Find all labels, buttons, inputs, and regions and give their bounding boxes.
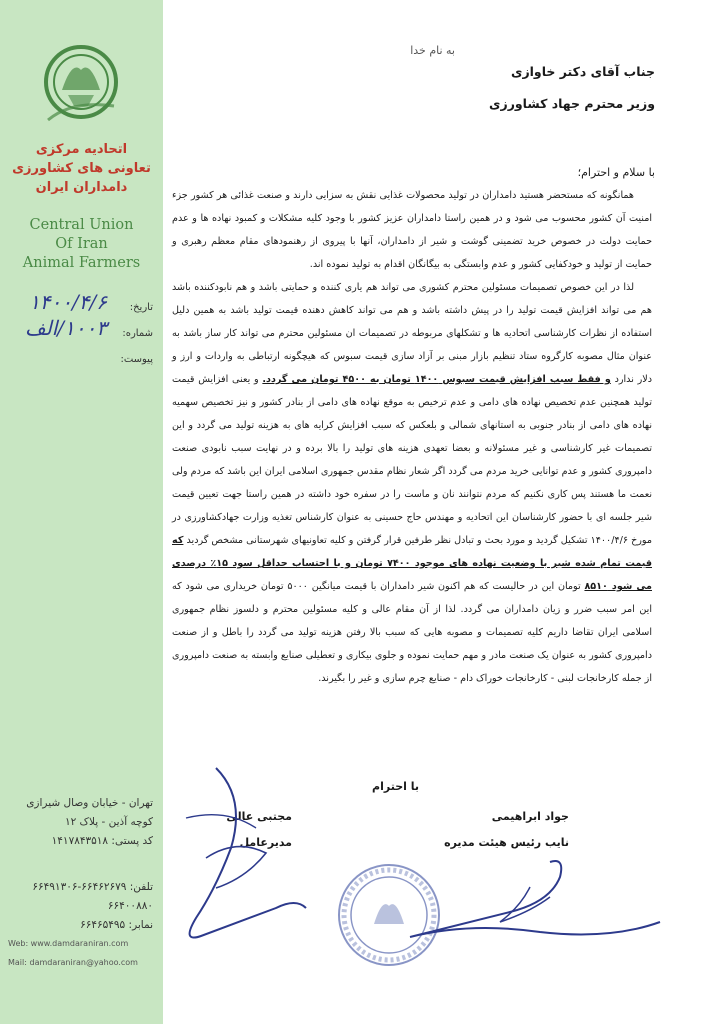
body-text: لذا در این خصوص تصمیمات مسئولین محترم کشوری می تواند هم یاری کننده و حمایتی باشد و هم نابودکننده باشد هم می تواند افزایش قیمت تولید را در پیش داشته باشد و هم می تواند کاهش دهنده قیمت تولید باشد به همین دلیل استفاده از نظرات کارشناسی اتحادیه ها و تشکلهای مربوطه در تصمیمات ان مسئولین محترم می تواند کار ساز باشد به عنوان مثال مصوبه کارگروه ستاد تنظیم بازار مبنی بر آزاد سازی قیمت سبوس که هیچگونه ارتباطی به واردات و ارز و دلار ندارد: [172, 282, 652, 385]
date-value: ۱۴۰۰/۴/۶: [29, 290, 107, 314]
email-text: Mail: damdaraniran@yahoo.com: [8, 958, 138, 967]
fax-line: نمابر: ۶۶۴۶۵۴۹۵: [80, 919, 153, 931]
signature-icon: [390, 852, 670, 962]
org-name-fa-line: تعاونی های کشاورزی: [12, 161, 151, 176]
org-name-fa-line: دامداران ایران: [35, 180, 128, 195]
number-value: ۱۰۰۳/الف: [24, 316, 107, 340]
date-label: تاریخ:: [129, 302, 153, 313]
be-name-heading: به نام خدا: [410, 44, 455, 57]
greeting: با سلام و احترام؛: [577, 166, 655, 179]
signer-name: مجتبی عالی: [226, 810, 292, 823]
website-text: Web: www.damdaraniran.com: [8, 939, 129, 948]
org-name-en-line: Central Union: [29, 217, 134, 233]
paragraph: همانگونه که مستحضر هستید دامداران در تولید محصولات غذایی نقش به سزایی دارند و صنعت غذائی هر کشور جزء امنیت آن کشور محسوب می شود و در همین راستا دامداران عزیز کشور با وجود کلیه مشکلات و کمبود نهاده ها و عدم حمایت دولت در خصوص خرید تضمینی گوشت و شیر از دامداران، آنها با پیروی از رهنمودهای مقام معظم رهبری و حمایت از تولید و خودکفایی کشور و عدم وابستگی به بیگانگان اقدام به تولید نموده اند.: [172, 190, 652, 270]
postal-code: کد پستی: ۱۴۱۷۸۴۳۵۱۸: [51, 835, 153, 847]
highlighted-text: و فقط سبب افزایش قیمت سبوس ۱۴۰۰ تومان به ۴۵۰۰ تومان می گردد.: [262, 374, 611, 385]
body-text: و یعنی افزایش قیمت تولید همچنین عدم تخصیص نهاده های دامی و عدم ترخیص به موقع نهاده های دامی از بنادر کشور و نیز تخصیص سهمیه نهاده های دامی از بنادر جنوبی به استانهای شمالی و بلعکس که سبب افزایش کرایه های به هزینه تولید می گردد و این تصمیمات غیر کارشناسی و غیر مسئولانه و بعضا تعهدی هزینه های تولید را بالا برده و در نهایت سبب نابودی صنعت دامپروری کشور و عدم توانایی خرید مردم می گردد اگر شعار نظام مقدس جمهوری اسلامی ایران این باشد که مردم ولی نعمت ما هستند پس کاری نکنیم که مردم نتوانند نان و ماست را در سفره خود داشته در همین راستا جهت تعیین قیمت شیر جلسه ای با حضور کارشناسان این اتحادیه و مهندس حاج حسینی به عنوان کارشناس تغذیه وزارت جهادکشاورزی در مورخ ۱۴۰۰/۴/۶ تشکیل گردید و مورد بحث و تبادل نظر طرفین قرار گرفتن و کلیه تعاونیهای شهرستانی مشخص گردید: [172, 374, 652, 546]
paragraph: [172, 276, 652, 690]
phone-line: ۶۶۴۰۰۸۸۰: [107, 900, 153, 912]
address-block: [4, 794, 159, 851]
highlighted-text: که قیمت تمام شده شیر با وضعیت نهاده های موجود ۷۴۰۰ تومان و با احتساب حداقل سود ۱۵٪ درصدی می شود ۸۵۱۰: [172, 535, 652, 592]
org-name-fa: [4, 140, 159, 197]
org-name-en-line: Of Iran: [55, 236, 108, 252]
signer-name: جواد ابراهیمی: [491, 810, 569, 823]
org-name-en: [4, 216, 159, 273]
org-name-en-line: Animal Farmers: [22, 255, 141, 271]
letter-body: [172, 184, 652, 690]
signer-title: مدیرعامل: [239, 836, 292, 849]
letterhead-sidebar: [0, 0, 163, 1024]
phone-block: [4, 878, 159, 935]
attachment-label: پیوست:: [120, 354, 153, 365]
recipient-name: جناب آقای دکتر خاوازی: [510, 64, 655, 79]
signature-icon: [176, 758, 316, 948]
union-logo-icon: [42, 40, 120, 130]
number-label: شماره:: [122, 328, 153, 339]
recipient-title: وزیر محترم جهاد کشاورزی: [489, 96, 655, 111]
phone-line: تلفن: ۶۶۴۶۲۶۷۹-۶۶۴۹۱۳۰۶: [32, 881, 153, 893]
signer-title: نایب رئیس هیئت مدیره: [444, 836, 569, 849]
address-line: کوچه آذین - پلاک ۱۲: [64, 816, 153, 828]
address-line: تهران - خیابان وصال شیرازی: [26, 797, 153, 809]
body-text: تومان این در حالیست که هم اکنون شیر دامداران با قیمت میانگین ۵۰۰۰ تومان خریداری می شود که این امر سبب ضرر و زیان دامداران می گردد. لذا از آن مقام عالی و کلیه مسئولین محترم و دلسوز نظام جمهوری اسلامی ایران تقاضا داریم کلیه تصمیمات و مصوبه هایی که سبب بالا رفتن هزینه تولید می گردد را باطل و از صنعت دامپروری کشور به عنوان یک صنعت مادر و مهم حمایت نموده و جلوی بیکاری و تعطیلی صنایع وابسته به صنعت دامپروری از جمله کارخانجات لبنی - کارخانجات خوراک دام - صنایع چرم سازی و غیر را بگیرند.: [172, 581, 652, 684]
closing: با احترام: [372, 780, 419, 793]
org-name-fa-line: اتحادیه مرکزی: [35, 142, 128, 157]
